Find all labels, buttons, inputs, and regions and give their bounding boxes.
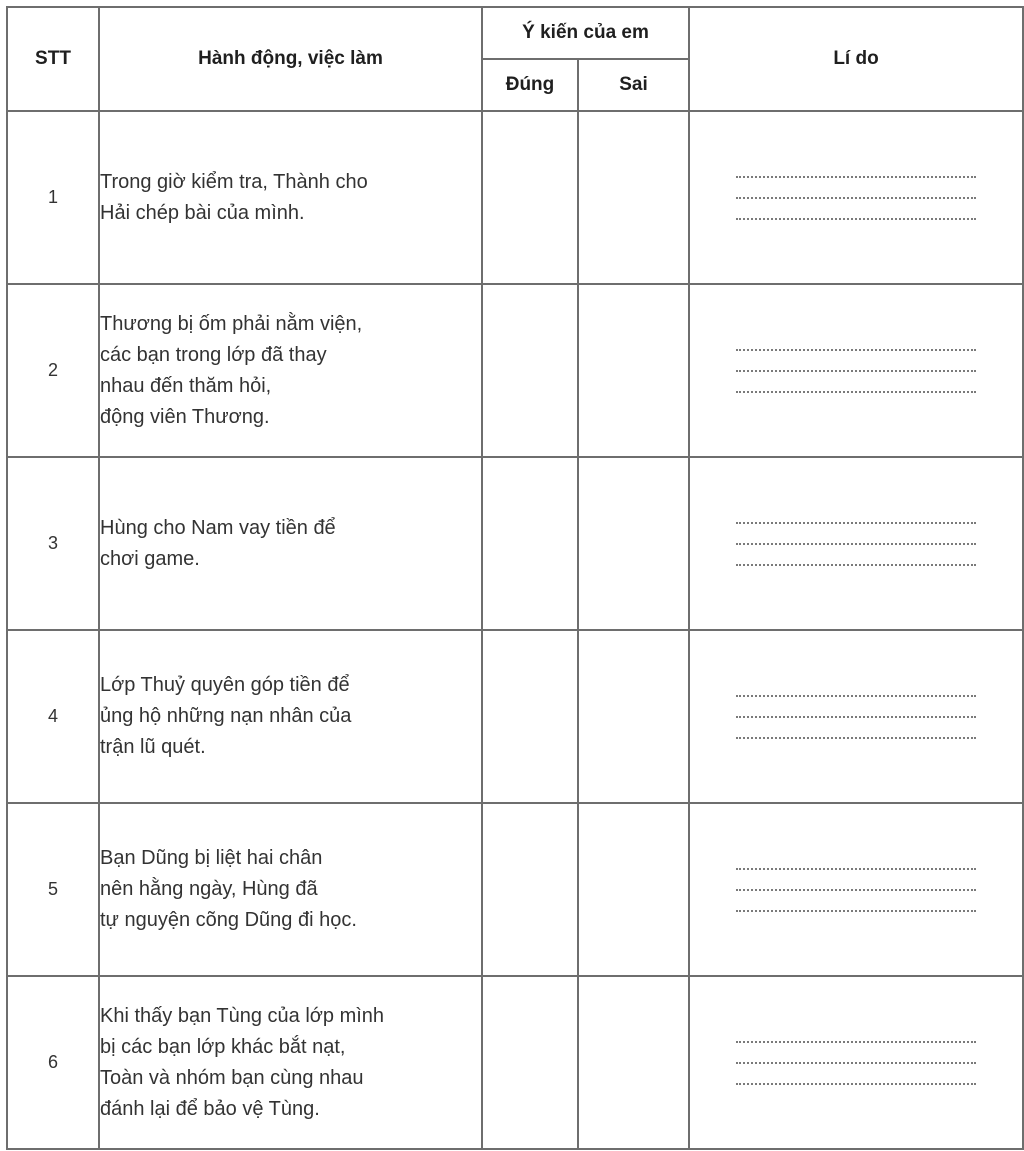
dotted-answer-line[interactable] [736, 197, 976, 199]
action-text [99, 284, 482, 457]
row-number: 1 [7, 111, 99, 284]
action-text [99, 457, 482, 630]
wrong-checkbox-cell[interactable] [578, 111, 689, 284]
action-text-line: động viên Thương. [100, 405, 270, 428]
dotted-answer-line[interactable] [736, 695, 976, 697]
table-row [7, 630, 1023, 803]
row-number: 6 [7, 976, 99, 1149]
wrong-checkbox-cell[interactable] [578, 630, 689, 803]
dotted-answer-line[interactable] [736, 176, 976, 178]
dotted-answer-line[interactable] [736, 1062, 976, 1064]
header-action: Hành động, việc làm [99, 7, 482, 111]
dotted-answer-line[interactable] [736, 716, 976, 718]
reason-answer-lines[interactable] [736, 695, 976, 739]
action-text-line: đánh lại để bảo vệ Tùng. [100, 1097, 320, 1120]
table-row [7, 457, 1023, 630]
dotted-answer-line[interactable] [736, 1041, 976, 1043]
dotted-answer-line[interactable] [736, 370, 976, 372]
header-row [7, 7, 1023, 59]
action-text-line: Trong giờ kiểm tra, Thành cho [100, 170, 368, 193]
reason-answer-lines[interactable] [736, 176, 976, 220]
action-text-line: Khi thấy bạn Tùng của lớp mình [100, 1004, 385, 1027]
dotted-answer-line[interactable] [736, 737, 976, 739]
reason-cell[interactable] [689, 630, 1023, 803]
reason-answer-lines[interactable] [736, 868, 976, 912]
dotted-answer-line[interactable] [736, 910, 976, 912]
right-checkbox-cell[interactable] [482, 284, 578, 457]
action-text-line: trận lũ quét. [100, 736, 206, 758]
action-text-line: nhau đến thăm hỏi, [100, 374, 272, 397]
header-wrong: Sai [578, 59, 689, 111]
dotted-answer-line[interactable] [736, 218, 976, 220]
header-stt: STT [7, 7, 99, 111]
action-text-line: bị các bạn lớp khác bắt nạt, [100, 1035, 346, 1058]
worksheet-body [7, 111, 1023, 1149]
table-row [7, 976, 1023, 1149]
table-row [7, 111, 1023, 284]
dotted-answer-line[interactable] [736, 391, 976, 393]
action-text [99, 111, 482, 284]
reason-answer-lines[interactable] [736, 349, 976, 393]
action-text-line: Bạn Dũng bị liệt hai chân [100, 847, 323, 869]
dotted-answer-line[interactable] [736, 889, 976, 891]
row-number: 5 [7, 803, 99, 976]
right-checkbox-cell[interactable] [482, 111, 578, 284]
wrong-checkbox-cell[interactable] [578, 803, 689, 976]
action-text [99, 803, 482, 976]
action-text-line: Thương bị ốm phải nằm viện, [100, 312, 363, 335]
action-text-line: Hải chép bài của mình. [100, 201, 305, 224]
action-text-line: Hùng cho Nam vay tiền để [100, 516, 336, 539]
header-right: Đúng [482, 59, 578, 111]
wrong-checkbox-cell[interactable] [578, 457, 689, 630]
action-text-line: chơi game. [100, 547, 200, 570]
reason-cell[interactable] [689, 284, 1023, 457]
row-number: 4 [7, 630, 99, 803]
dotted-answer-line[interactable] [736, 564, 976, 566]
reason-cell[interactable] [689, 457, 1023, 630]
table-row [7, 284, 1023, 457]
action-text [99, 976, 482, 1149]
action-text-line: ủng hộ những nạn nhân của [100, 705, 352, 727]
dotted-answer-line[interactable] [736, 349, 976, 351]
dotted-answer-line[interactable] [736, 522, 976, 524]
action-text-line: các bạn trong lớp đã thay [100, 343, 327, 366]
reason-answer-lines[interactable] [736, 1041, 976, 1085]
action-text [99, 630, 482, 803]
row-number: 2 [7, 284, 99, 457]
header-reason: Lí do [689, 7, 1023, 111]
dotted-answer-line[interactable] [736, 868, 976, 870]
worksheet-table [6, 6, 1024, 1150]
action-text-line: Toàn và nhóm bạn cùng nhau [100, 1066, 364, 1089]
header-opinion: Ý kiến của em [482, 7, 689, 59]
dotted-answer-line[interactable] [736, 543, 976, 545]
action-text-line: tự nguyện cõng Dũng đi học. [100, 909, 357, 931]
action-text-line: nên hằng ngày, Hùng đã [100, 878, 318, 900]
dotted-answer-line[interactable] [736, 1083, 976, 1085]
table-row [7, 803, 1023, 976]
wrong-checkbox-cell[interactable] [578, 976, 689, 1149]
right-checkbox-cell[interactable] [482, 976, 578, 1149]
reason-cell[interactable] [689, 976, 1023, 1149]
reason-cell[interactable] [689, 111, 1023, 284]
row-number: 3 [7, 457, 99, 630]
right-checkbox-cell[interactable] [482, 457, 578, 630]
right-checkbox-cell[interactable] [482, 630, 578, 803]
reason-answer-lines[interactable] [736, 522, 976, 566]
action-text-line: Lớp Thuỷ quyên góp tiền để [100, 674, 350, 696]
right-checkbox-cell[interactable] [482, 803, 578, 976]
wrong-checkbox-cell[interactable] [578, 284, 689, 457]
reason-cell[interactable] [689, 803, 1023, 976]
